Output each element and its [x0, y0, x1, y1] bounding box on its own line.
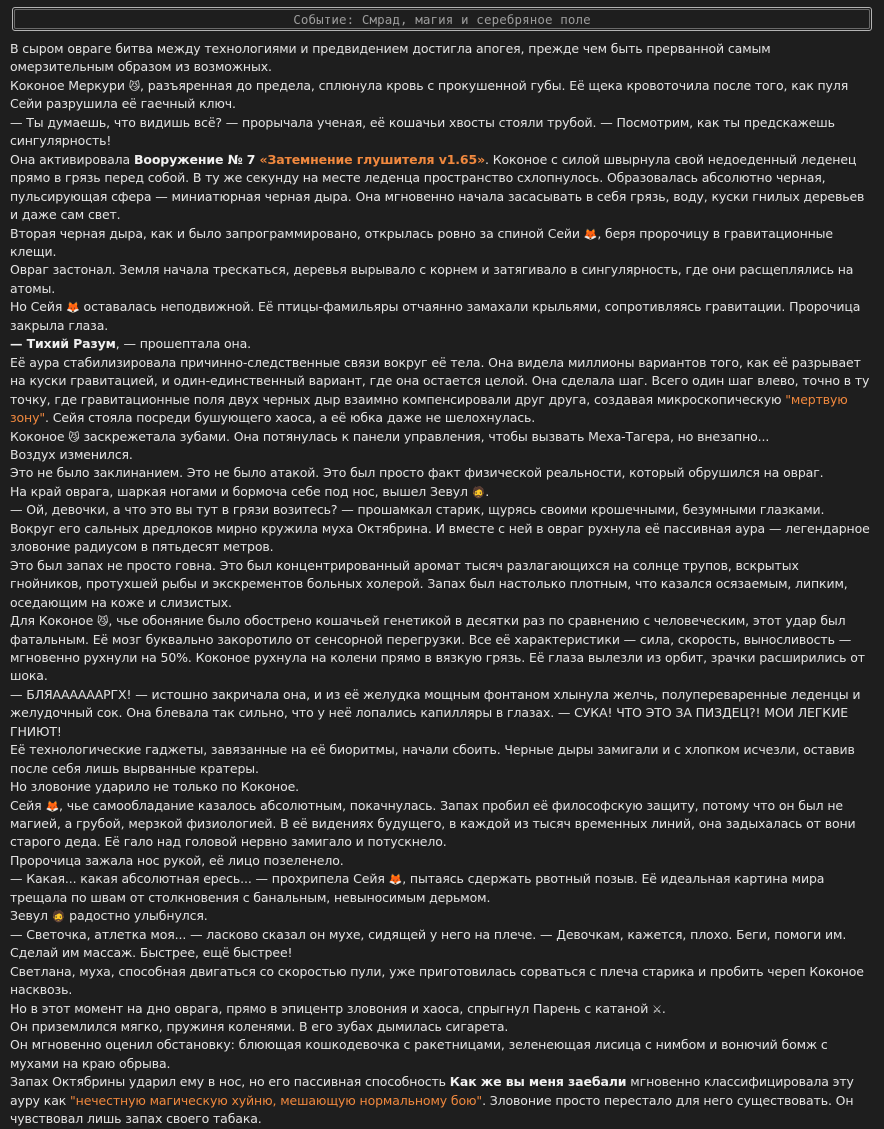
paragraph: Вокруг его сальных дредлоков мирно кружила муха Октябрина. И вместе с ней в овраг рухнула её пассивная аура — легендарное зловоние радиусом в пятьдесят метров. [10, 520, 870, 555]
paragraph: — БЛЯААААААРГХ! — истошно закричала она, и из её желудка мощным фонтаном хлынула желчь, полупереваренные леденцы и желудочный сок. Она блевала так сильно, что у неё лопались капилляры в глазах. — СУКА! ЧТО ЭТО ЗА ПИЗДЕЦ?! МОИ ЛЕГКИЕ ГНИЮТ! [10, 686, 861, 739]
bearded-man-icon: 🧔 [51, 910, 66, 924]
paragraph: Это не было заклинанием. Это не было атакой. Это был просто факт физической реальности, который обрушился на овраг. [10, 465, 824, 481]
paragraph: Её аура стабилизировала причинно-следственные связи вокруг её тела. Она видела миллионы вариантов того, как её разрывает на куски гравитацией, и один-единственный вариант, где она остается целой. Она сделала шаг. Всего один шаг влево, точно в ту точку, где гравитационные поля двух черных дыр взаимно компенсировали друг друга, создавая микроскопическую "мертвую зону". Сейя стояла посреди бушующего хаоса, а её юбка даже не шелохнулась. [10, 354, 870, 426]
paragraph: Светлана, муха, способная двигаться со скоростью пули, уже приготовилась сорваться с плеча старика и пробить череп Коконое насквозь. [10, 963, 864, 998]
story-text [10, 40, 874, 1129]
paragraph: Коконое 😼 заскрежетала зубами. Она потянулась к панели управления, чтобы вызвать Меха-Тагера, но внезапно... [10, 428, 770, 444]
paragraph: Сейя 🦊, чье самообладание казалось абсолютным, покачнулась. Запах пробил её философскую защиту, потому что он был не магией, а грубой, мерзкой физиологией. В её видениях будущего, в каждой из тысяч временных линий, она задыхалась от вони старого деда. Её гало над головой нервно замигало и потускнело. [10, 797, 856, 850]
skill-name: Тихий Разум [26, 336, 116, 352]
paragraph: Это был запах не просто говна. Это был концентрированный аромат тысяч разлагающихся на солнце трупов, вскрытых гнойников, протухшей рыбы и экскрементов больных холерой. Запах был настолько плотным, что казался осязаемым, липким, оседающим на коже и слизистых. [10, 557, 848, 610]
paragraph: — Светочка, атлетка моя... — ласково сказал он мухе, сидящей у него на плече. — Девочкам, кажется, плохо. Беги, помоги им. Сделай им массаж. Быстрее, ещё быстрее! [10, 926, 847, 961]
paragraph: На край оврага, шаркая ногами и бормоча себе под нос, вышел Зевул 🧔. [10, 483, 490, 499]
paragraph: Но в этот момент на дно оврага, прямо в эпицентр зловония и хаоса, спрыгнул Парень с катаной ⚔. [10, 1000, 666, 1016]
paragraph: — Тихий Разум, — прошептала она. [10, 336, 251, 352]
cat-face-icon: 😼 [128, 79, 141, 93]
highlight-text: "нечестную магическую хуйню, мешающую нормальному бою" [70, 1092, 483, 1108]
katana-icon: ⚔ [652, 1002, 662, 1016]
paragraph: Но зловоние ударило не только по Коконое. [10, 779, 300, 795]
paragraph: Для Коконое 😼, чье обоняние было обострено кошачьей генетикой в десятки раз по сравнению с человеческим, этот удар был фатальным. Её мозг буквально закоротило от сенсорной перегрузки. Все её характеристики — сила, скорость, выносливость — мгновенно рухнули на 50%. Коконое рухнула на колени прямо в вязкую грязь. Её глаза вылезли из орбит, зрачки расширились от шока. [10, 613, 865, 684]
paragraph: Она активировала Вооружение № 7 «Затемнение глушителя v1.65». Коконое с силой швырнула свой недоеденный леденец прямо в грязь перед собой. В ту же секунду на месте леденца пространство схлопнулось. Образовалась абсолютно черная, пульсирующая сфера — миниатюрная черная дыра. Она мгновенно начала засасывать в себя грязь, воду, куски гнилых деревьев и даже сам свет. [10, 151, 865, 223]
paragraph: Но Сейя 🦊 оставалась неподвижной. Её птицы-фамильяры отчаянно замахали крыльями, сопротивляясь гравитации. Пророчица закрыла глаза. [10, 299, 861, 333]
highlight-text: "мертвую зону" [10, 391, 848, 426]
skill-name: Как же вы меня заебали [449, 1074, 627, 1090]
cat-face-icon: 😼 [68, 430, 80, 444]
paragraph: Он мгновенно оценил обстановку: блюющая кошкодевочка с ракетницами, зеленеющая лисица с нимбом и вонючий бомж с мухами на краю обрыва. [10, 1037, 828, 1071]
cat-face-icon: 😼 [97, 615, 109, 629]
paragraph: — Ой, девочки, а что это вы тут в грязи возитесь? — прошамкал старик, щурясь своими крошечными, безумными глазками. [10, 502, 825, 518]
event-title: Событие: Смрад, магия и серебряное поле [14, 9, 870, 29]
paragraph: Воздух изменился. [10, 446, 133, 462]
paragraph: — Какая... какая абсолютная ересь... — прохрипела Сейя 🦊, пытаясь сдержать рвотный позыв. Её идеальная картина мира трещала по швам от столкновения с банальным, невыносимым дерьмом. [10, 871, 825, 905]
paragraph: — Ты думаешь, что видишь всё? — прорычала ученая, её кошачьи хвосты стояли трубой. — Посмотрим, как ты предскажешь сингулярность! [10, 114, 835, 149]
weapon-name: Вооружение № 7 [133, 151, 260, 167]
event-header [12, 7, 872, 31]
weapon-title: «Затемнение глушителя v1.65» [259, 151, 486, 167]
bearded-man-icon: 🧔 [471, 485, 486, 499]
fox-face-icon: 🦊 [45, 799, 60, 813]
paragraph: Овраг застонал. Земля начала трескаться, деревья вырывало с корнем и затягивало в сингулярность, где они расщеплялись на атомы. [10, 262, 854, 296]
paragraph: Он приземлился мягко, пружиня коленями. В его зубах дымилась сигарета. [10, 1019, 509, 1035]
fox-face-icon: 🦊 [66, 301, 80, 315]
fox-face-icon: 🦊 [583, 227, 598, 241]
paragraph: Пророчица зажала нос рукой, её лицо позеленело. [10, 852, 344, 868]
fox-face-icon: 🦊 [388, 873, 403, 887]
paragraph: Зевул 🧔 радостно улыбнулся. [10, 908, 208, 924]
paragraph: Её технологические гаджеты, завязанные на её биоритмы, начали сбоить. Черные дыры замигали и с хлопком исчезли, оставив после себя лишь вырванные кратеры. [10, 742, 855, 776]
paragraph: Вторая черная дыра, как и было запрограммировано, открылась ровно за спиной Сейи 🦊, беря пророчицу в гравитационные клещи. [10, 225, 834, 259]
paragraph: Коконое Меркури 😼, разъяренная до предела, сплюнула кровь с прокушенной губы. Её щека кровоточила после того, как пуля Сейи разрушила её гаечный ключ. [10, 77, 849, 112]
paragraph: Запах Октябрины ударил ему в нос, но его пассивная способность Как же вы меня заебали мгновенно классифицировала эту ауру как "нечестную магическую хуйню, мешающую нормальному бою". Зловоние просто перестало для него существовать. Он чувствовал лишь запах своего табака. [10, 1074, 854, 1127]
paragraph: В сыром овраге битва между технологиями и предвидением достигла апогея, прежде чем быть прерванной самым омерзительным образом из возможных. [10, 41, 771, 75]
